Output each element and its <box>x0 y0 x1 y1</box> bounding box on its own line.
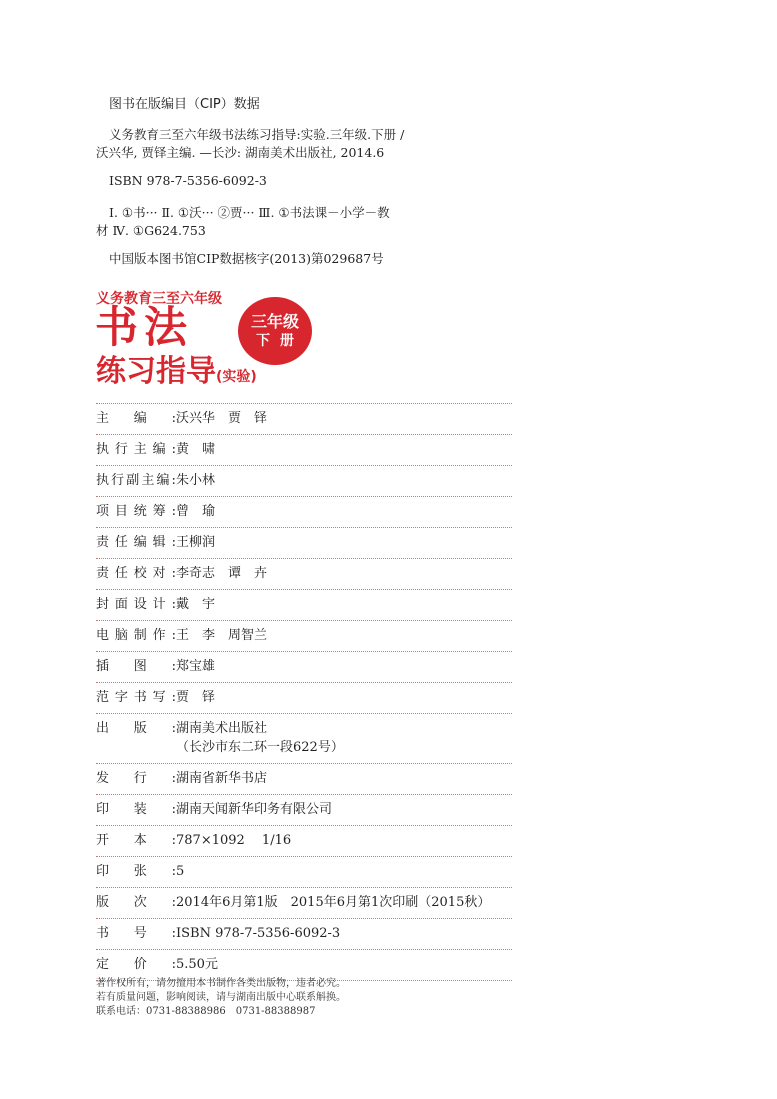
credit-label: 出 版 : <box>96 721 176 736</box>
credit-value: 湖南美术出版社 （长沙市东二环一段622号） <box>176 721 344 755</box>
credit-value: 湖南省新华书店 <box>176 771 268 786</box>
credit-label: 执 行 副 主 编 : <box>96 473 176 488</box>
credit-label: 电 脑 制 作 : <box>96 628 176 643</box>
credit-label: 责 任 校 对 : <box>96 566 176 581</box>
credit-label: 责 任 编 辑 : <box>96 535 176 550</box>
credit-row <box>96 559 512 590</box>
credit-value: 5 <box>176 864 185 879</box>
credit-value: 贾 铎 <box>176 690 216 705</box>
credit-label: 插 图 : <box>96 659 176 674</box>
credit-label: 主 编 : <box>96 411 176 426</box>
footer-line-2: 若有质量问题，影响阅读，请与湖南出版中心联系斛换。 <box>96 992 346 1003</box>
credit-value: ISBN 978-7-5356-6092-3 <box>176 926 341 941</box>
credit-value: 黄 啸 <box>176 442 216 457</box>
grade-badge <box>238 297 312 365</box>
credit-value: 郑宝雄 <box>176 659 216 674</box>
credit-value: 湖南天闻新华印务有限公司 <box>176 802 333 817</box>
cip-line-classification: Ⅰ. ①书··· Ⅱ. ①沃··· ②贾··· Ⅲ. ①书法课－小学－教 <box>109 205 390 220</box>
credit-row <box>96 466 512 497</box>
credit-value: 王 李 周智兰 <box>176 628 268 643</box>
cip-isbn: ISBN 978-7-5356-6092-3 <box>109 173 267 188</box>
credit-label: 印 装 : <box>96 802 176 817</box>
credit-label: 版 次 : <box>96 895 176 910</box>
credit-label: 执 行 主 编 : <box>96 442 176 457</box>
experimental-label: (实验) <box>216 369 257 385</box>
cip-line-2: 沃兴华, 贾铎主编. —长沙: 湖南美术出版社, 2014.6 <box>96 145 385 160</box>
credit-label: 开 本 : <box>96 833 176 848</box>
credit-label: 范 字 书 写 : <box>96 690 176 705</box>
credit-value: 2014年6月第1版 2015年6月第1次印刷（2015秋） <box>176 895 491 910</box>
credit-row <box>96 826 512 857</box>
credit-row <box>96 683 512 714</box>
badge-semester: 下册 <box>256 333 304 349</box>
cip-line-classification-cont: 材 Ⅳ. ①G624.753 <box>96 223 206 238</box>
copyright-footer <box>96 977 346 1019</box>
credit-label: 书 号 : <box>96 926 176 941</box>
cip-line-1: 义务教育三至六年级书法练习指导:实验.三年级.下册 / <box>109 127 405 142</box>
credit-row <box>96 621 512 652</box>
badge-grade: 三年级 <box>250 312 299 331</box>
credit-row <box>96 497 512 528</box>
credit-label: 项 目 统 筹 : <box>96 504 176 519</box>
credit-row <box>96 714 512 764</box>
credit-value: 朱小林 <box>176 473 216 488</box>
credit-value: 王柳润 <box>176 535 216 550</box>
series-name: 义务教育三至六年级 <box>96 291 222 307</box>
credit-value: 787×1092 1/16 <box>176 833 292 848</box>
book-title: 书法 <box>95 303 193 353</box>
credit-row <box>96 888 512 919</box>
cip-title: 图书在版编目（CIP）数据 <box>109 97 260 112</box>
credit-row <box>96 403 512 435</box>
credit-row <box>96 528 512 559</box>
subtitle-text: 练习指导 <box>96 354 216 389</box>
credit-value: 5.50元 <box>176 957 218 972</box>
credit-row <box>96 764 512 795</box>
credits-list <box>96 403 512 981</box>
credit-row <box>96 652 512 683</box>
book-subtitle <box>96 354 257 389</box>
footer-line-1: 著作权所有，请勿擅用本书制作各类出版物，违者必究。 <box>96 978 346 989</box>
credit-value: 李奇志 谭 卉 <box>176 566 268 581</box>
credit-label: 发 行 : <box>96 771 176 786</box>
credit-row <box>96 590 512 621</box>
credit-value: 沃兴华 贾 铎 <box>176 411 268 426</box>
footer-contact: 联系电话：0731-88388986 0731-88388987 <box>96 1006 316 1017</box>
credit-value: 曾 瑜 <box>176 504 216 519</box>
credit-row <box>96 919 512 950</box>
credit-label: 封 面 设 计 : <box>96 597 176 612</box>
credit-value: 戴 宇 <box>176 597 216 612</box>
credit-label: 印 张 : <box>96 864 176 879</box>
credit-row <box>96 857 512 888</box>
cip-record-number: 中国版本图书馆CIP数据核字(2013)第029687号 <box>109 251 384 266</box>
credit-label: 定 价 : <box>96 957 176 972</box>
credit-row <box>96 435 512 466</box>
credit-row <box>96 795 512 826</box>
